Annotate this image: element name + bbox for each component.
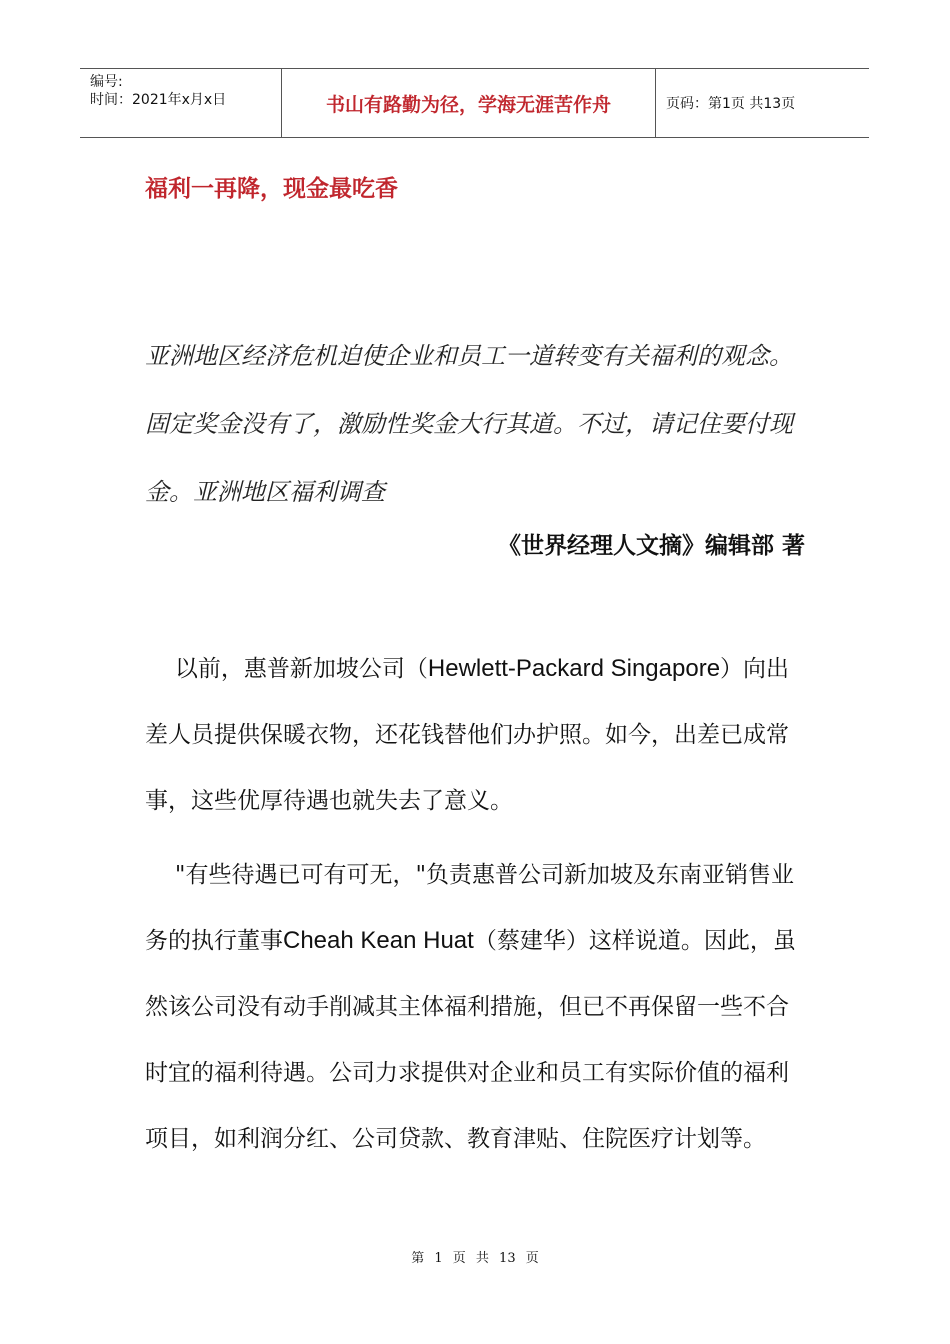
paragraph-text: ）向出差人员提供保暖衣物，还花钱替他们办护照。如今，出差已成常事，这些优厚待遇也就失去了意义。 [145,656,790,814]
paragraph-text: 以前，惠普新加坡公司（ [174,656,428,682]
header-motto-cell [282,69,656,137]
serial-label: 编号: [90,74,123,90]
article-body [145,636,810,1172]
article-title: 福利一再降，现金最吃香 [145,176,398,202]
body-paragraph [145,636,810,834]
person-name: Cheah Kean Huat [283,927,474,954]
header-motto: 书山有路勤为径，学海无涯苦作舟 [325,93,611,116]
paragraph-text: "有些待遇已可有可无，"负责惠普公司新加坡及东南亚销售业务的执行董事 [145,862,795,954]
header-page-info: 页码：第1页 共13页 [666,96,796,112]
document-header [80,68,869,138]
header-page-cell [656,69,869,137]
company-name: Hewlett-Packard Singapore [427,655,721,682]
article-byline: 《世界经理人文摘》编辑部 著 [497,533,805,559]
article-abstract: 亚洲地区经济危机迫使企业和员工一道转变有关福利的观念。固定奖金没有了，激励性奖金大行其道。不过，请记住要付现金。亚洲地区福利调查 [145,342,793,506]
header-meta-cell [80,69,282,137]
body-paragraph [145,842,810,1172]
date-label: 时间：2021年x月x日 [90,92,227,108]
paragraph-text: （蔡建华）这样说道。因此，虽然该公司没有动手削减其主体福利措施，但已不再保留一些不合时宜的福利待遇。公司力求提供对企业和员工有实际价值的福利项目，如利润分红、公司贷款、教育津贴、住院医疗计划等。 [145,928,796,1152]
page-footer: 第 1 页 共 13 页 [411,1251,539,1266]
